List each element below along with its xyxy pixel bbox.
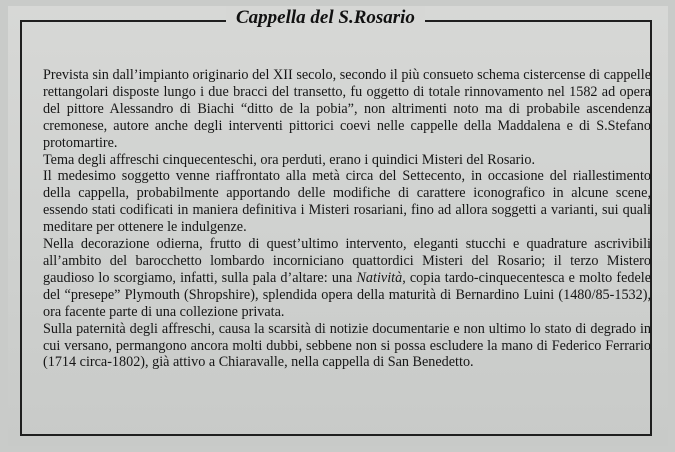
- paragraph-eighteenth-century: Il medesimo soggetto venne riaffrontato alla metà circa del Settecento, in occasione del riallestimento della cappella, probabilmente apportando delle modifiche di carattere iconografico in alcune scene, essendo stati codificati in maniera definitiva i Misteri rosariani, fino ad allora soggetti a varianti, sui quali meditare per ottenere le indulgenze.: [43, 168, 651, 236]
- paragraph-origins: Prevista sin dall’impianto originario del XII secolo, secondo il più consueto schema cistercense di cappelle rettangolari disposte lungo i due bracci del transetto, fu oggetto di totale rinnovamento nel 1582 ad opera del pittore Alessandro di Biachi “ditto de la pobia”, non altrimenti noto ma di probabile ascendenza cremonese, autore anche degli interventi pittorici coevi nelle cappelle della Maddalena e di S.Stefano protomartire.: [43, 67, 651, 151]
- panel-text: [43, 67, 651, 371]
- paragraph-current-decoration-start: Nella decorazione odierna, frutto di quest’ultimo intervento, eleganti stucchi e quadrature ascrivibili all’ambito del barocchetto lombardo incorniciano quattordici Misteri del Rosario; il terzo Mistero gaudioso lo scorgiamo, infatti, sulla pala d’altare: una: [43, 236, 651, 286]
- paragraph-current-decoration-end: , copia tardo-cinquecentesca e molto fedele del “presepe” Plymouth (Shropshire), splendida opera della maturità di Bernardino Luini (1480/85-1532), ora facente parte di una collezione privata.: [43, 269, 651, 320]
- nativita-title: Natività: [356, 269, 403, 286]
- information-panel: [8, 6, 668, 446]
- paragraph-attribution: Sulla paternità degli affreschi, causa la scarsità di notizie documentarie e non ultimo lo stato di degrado in cui versano, permangono ancora molti dubbi, sebbene non si possa escludere la mano di Federico Ferrario (1714 circa-1802), già attivo a Chiaravalle, nella cappella di San Benedetto.: [43, 320, 651, 371]
- panel-title: Cappella del S.Rosario: [226, 6, 425, 30]
- paragraph-current-decoration: [43, 236, 651, 321]
- paragraph-frescoes-theme: Tema degli affreschi cinquecenteschi, ora perduti, erano i quindici Misteri del Rosario.: [43, 151, 535, 168]
